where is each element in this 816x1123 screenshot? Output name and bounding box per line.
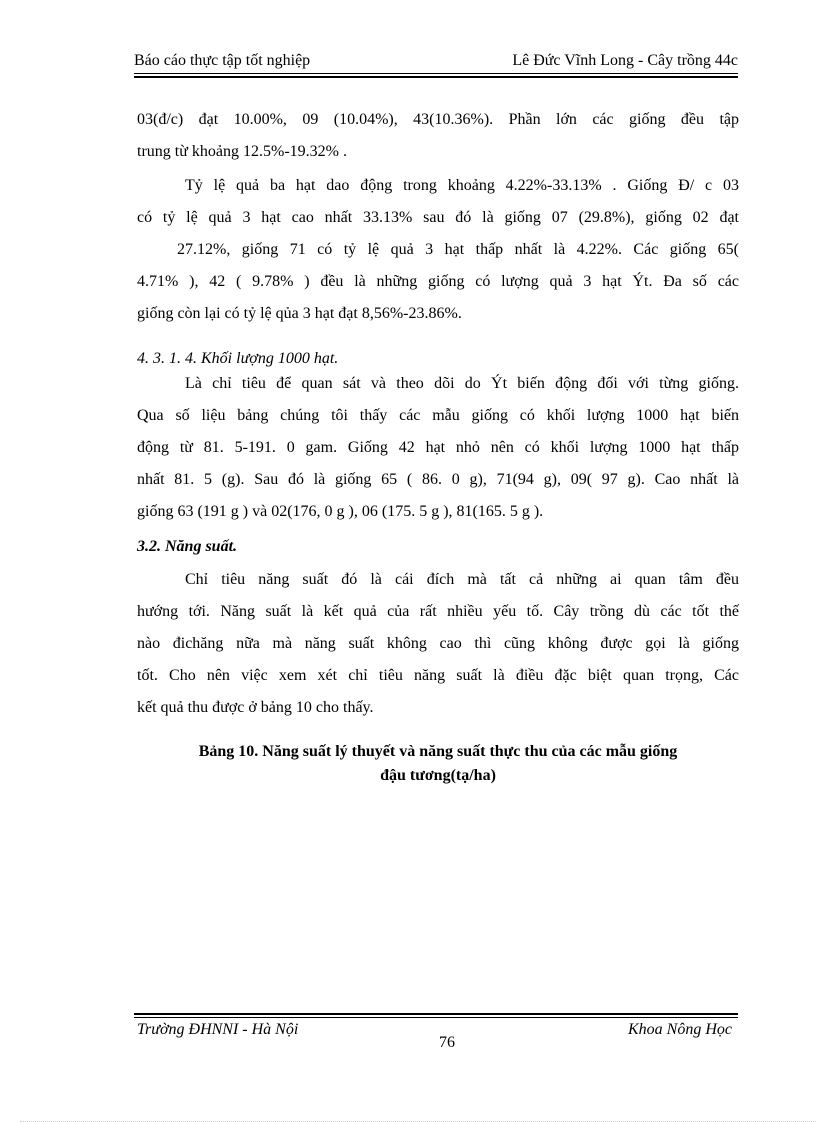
footer-school: Trường ĐHNNI - Hà Nội [137,1021,299,1038]
section-32-line-4: tốt. Cho nên việc xem xét chỉ tiêu năng suất là điều đặc biệt quan trọng, Các [137,667,739,684]
table-10-caption [137,740,739,788]
table-caption-line-1: Bảng 10. Năng suất lý thuyết và năng suất thực thu của các mẫu giống [198,743,678,760]
paragraph-2-line-5: giống còn lại có tỷ lệ qủa 3 hạt đạt 8,56%-23.86%. [137,305,462,322]
section-32-line-3: nào đichăng nữa mà năng suất không cao thì cũng không được gọi là giống [137,635,739,652]
section-431-4-line-1: Là chỉ tiêu để quan sát và theo dõi do Ýt biến động đối với từng giống. [185,375,739,392]
paragraph-2-line-4: 4.71% ), 42 ( 9.78% ) đều là những giống có lượng quả 3 hạt Ýt. Đa số các [137,273,739,290]
header-right-author: Lê Đức Vĩnh Long - Cây trồng 44c [512,52,738,69]
section-431-4-line-4: nhất 81. 5 (g). Sau đó là giống 65 ( 86. 0 g), 71(94 g), 09( 97 g). Cao nhất là [137,471,739,488]
page-bottom-edge [20,1121,816,1122]
section-431-4-line-2: Qua số liệu bảng chúng tôi thấy các mẫu giống có khối lượng 1000 hạt biến [137,407,739,424]
footer-faculty: Khoa Nông Học [628,1021,732,1038]
paragraph-2-line-3: 27.12%, giống 71 có tỷ lệ quả 3 hạt thấp nhất là 4.22%. Các giống 65( [177,241,739,258]
paragraph-2-line-2: có tỷ lệ quả 3 hạt cao nhất 33.13% sau đó là giống 07 (29.8%), giống 02 đạt [137,209,739,226]
header-left-title: Báo cáo thực tập tốt nghiệp [134,52,311,69]
section-32-line-1: Chỉ tiêu năng suất đó là cái đích mà tất cả những ai quan tâm đều [185,571,739,588]
section-431-4-title: 4. 3. 1. 4. Khối lượng 1000 hạt. [137,350,339,367]
section-32-body [137,564,739,724]
paragraph-1-line-2: trung từ khoảng 12.5%-19.32% . [137,143,347,160]
paragraph-2 [137,170,739,330]
section-431-4-line-5: giống 63 (191 g ) và 02(176, 0 g ), 06 (175. 5 g ), 81(165. 5 g ). [137,503,544,520]
section-431-4-body [137,368,739,528]
table-caption-line-2: đậu tương(tạ/ha) [380,767,496,784]
header-rule-thick [134,76,738,78]
page-number: 76 [439,1034,455,1051]
section-431-4-line-3: động từ 81. 5-191. 0 gam. Giống 42 hạt nhỏ nên có khối lượng 1000 hạt thấp [137,439,739,456]
paragraph-1-line-1: 03(đ/c) đạt 10.00%, 09 (10.04%), 43(10.36%). Phần lớn các giống đều tập [137,111,739,128]
footer-rule-thin [134,1017,738,1018]
section-32-line-2: hướng tới. Năng suất là kết quả của rất nhiều yếu tố. Cây trồng dù các tốt thế [137,603,739,620]
paragraph-2-line-1: Tỷ lệ quả ba hạt dao động trong khoảng 4.22%-33.13% . Giống Đ/ c 03 [185,177,739,194]
section-32-title: 3.2. Năng suất. [137,538,238,555]
footer-rule-thick [134,1013,738,1015]
paragraph-1 [137,104,739,168]
section-32-line-5: kết quả thu được ở bảng 10 cho thấy. [137,699,374,716]
header-rule-thin [134,73,738,74]
page-header [134,50,738,72]
